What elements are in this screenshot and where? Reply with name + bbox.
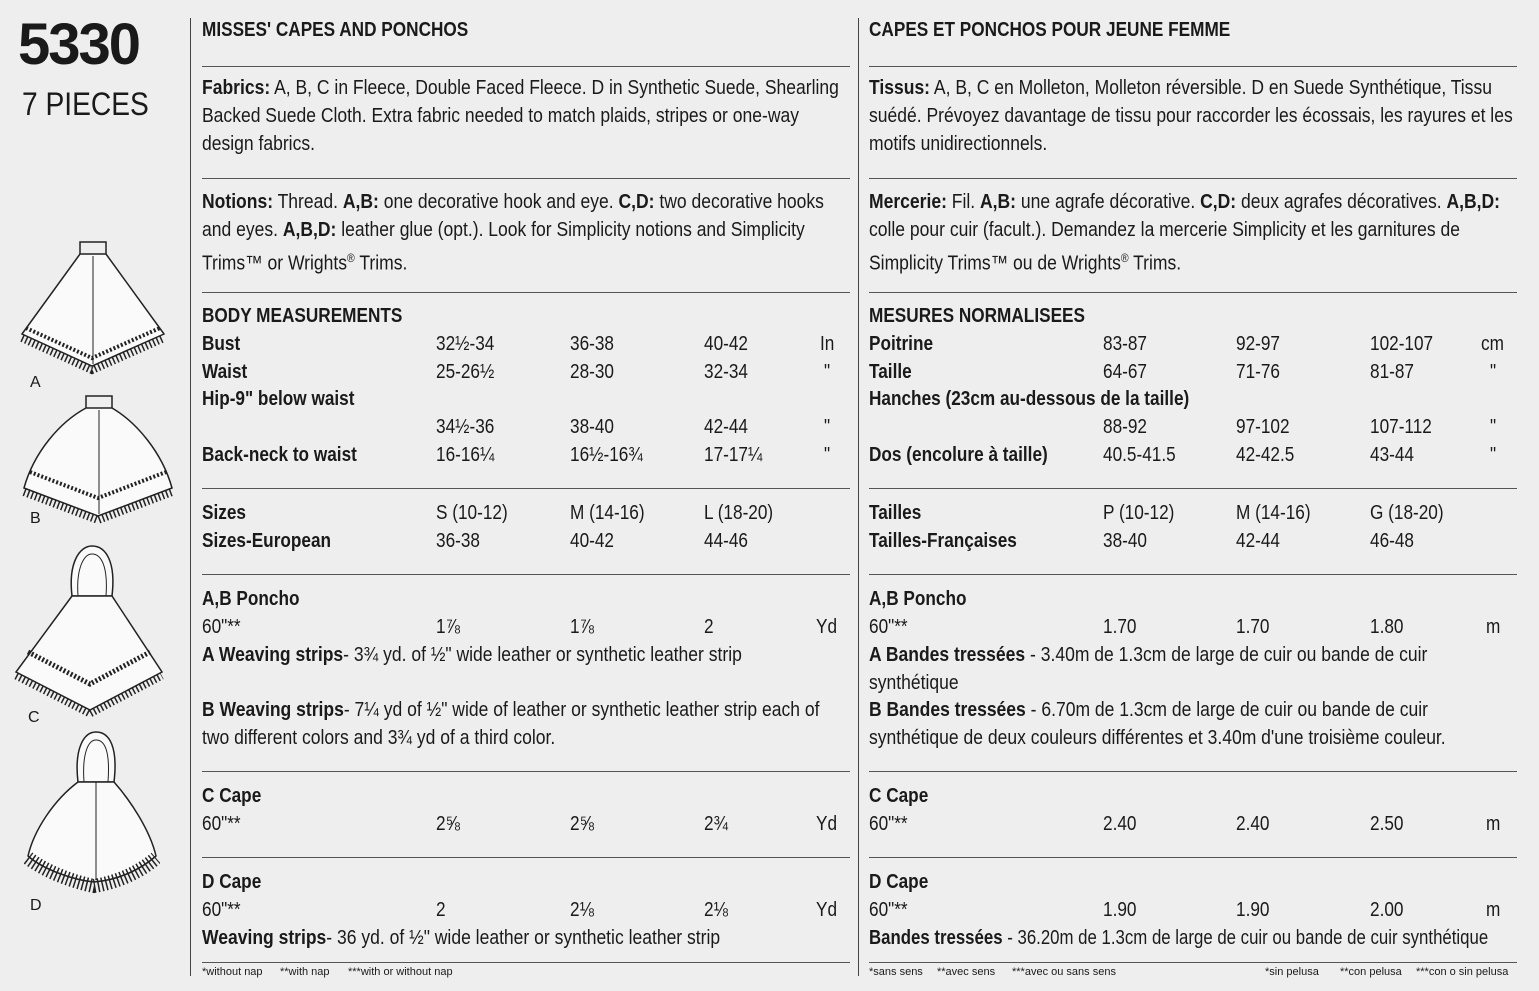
view-b-label: B	[30, 510, 41, 527]
pieces-count: 7 PIECES	[22, 86, 149, 122]
view-c-illustration-icon	[10, 542, 168, 718]
fr-footnote-2: **avec sens	[937, 966, 996, 978]
es-footnote-2: **con pelusa	[1340, 966, 1402, 978]
fr-footnote-1: *sans sens	[869, 966, 923, 978]
es-footnote-1: *sin pelusa	[1265, 966, 1319, 978]
en-title: MISSES' CAPES AND PONCHOS	[202, 19, 469, 41]
fr-notions: Mercerie: Fil. A,B: une agrafe décorative. C,D: deux agrafes décoratives. A,B,D: colle pour cuir (facult.). Demandez la mercerie Simplicity et les garnitures de Simplicity Trims™ ou de Wrights® Trims.	[869, 191, 1501, 275]
pattern-envelope-back: 5330 7 PIECES A B C D MISSES' CAPES AND PONCHOS Fabrics: A, B, C in Fleece, Double Faced Fleece. D in Synthetic Suede, Shearling Backed Suede Cloth. Extra fabric needed to match plaids, stripes or one-way design fabrics. Notions: Thread. A,B: one decorative hook and eye. C,D: two decorative hooks and eyes. A,B,D: leather glue (opt.). Look for Simplicity notions and Simplicity Trims™ or Wrights® Trims. BODY MEASUREMENTS Bust 32½-34 36-38 40-42 In Waist 25-26½ 28-30 32-34 " Hip-9" below waist 34½-36 38-40 42-44 " Back-neck to waist 16-16¼ 16½-16¾ 17-17¼ " Sizes S (10-12) M (14-16) L (18-20) Sizes-European 36-38 40-42 44-46 A,B Poncho 60"** 1⅞ 1⅞ 2 Yd A Weaving strips- 3¾ yd. of ½" wide leather or synthetic leather strip B Weaving strips- 7¼ yd of ½" wide of leather or synthetic leather strip each of two different colors and 3¾ yd of a third color. C Cape 60"** 2⅝ 2⅝ 2¾ Yd D Cape 60"** 2 2⅛ 2⅛ Yd Weaving strips- 36 yd. of ½" wide leather or synthetic leather strip *without nap **with nap ***with or without nap CAPES ET PONCHOS POUR JEUNE FEMME Tissus: A, B, C en Molleton, Molleton réversible. D en Suede Synthétique, Tissu suédé. Prévoyez davantage de tissu pour raccorder les écossais, les rayures et les motifs unidirectionnels. Mercerie: Fil. A,B: une agrafe décorative. C,D: deux agrafes décoratives. A,B,D: colle pour cuir (facult.). Demandez la mercerie Simplicity et les garnitures de Simplicity Trims™ ou de Wrights® Trims. MESURES NORMALISEES Poitrine 83-87 92-97 102-107 cm Taille 64-67 71-76 81-87 " Hanches (23cm au-dessous de la taille) 88-92 97-102 107-112 " Dos (encolure à taille) 40.5-41.5 42-42.5 43-44 " Tailles P (10-12) M (14-16) G (18-20) Tailles-Françaises 38-40 42-44 46-48 A,B Poncho 60"** 1.70 1.70 1.80 m A Bandes tressées - 3.40m de 1.3cm de large de cuir ou bande de cuir synthétique B Bandes tressées - 6.70m de 1.3cm de large de cuir ou bande de cuir synthétique de deux couleurs différentes et 3.40m d'une troisième couleur. C Cape 60"** 2.40 2.40 2.50 m D Cape 60"** 1.90 1.90 2.00 m Bandes tressées - 36.20m de 1.3cm de large de cuir ou bande de cuir synthétique *sans sens **avec sens ***avec ou sans sens *sin pelusa **con pelusa ***con o sin pelusa	[0, 0, 1539, 991]
en-notions: Notions: Thread. A,B: one decorative hook and eye. C,D: two decorative hooks and eyes. A,B,D: leather glue (opt.). Look for Simplicity notions and Simplicity Trims™ or Wrights® Trims.	[202, 191, 824, 275]
divider-left	[190, 18, 191, 976]
pattern-number: 5330	[18, 12, 140, 77]
divider-middle	[858, 18, 859, 976]
view-d-label: D	[30, 897, 42, 914]
fr-title: CAPES ET PONCHOS POUR JEUNE FEMME	[869, 19, 1231, 41]
view-d-illustration-icon	[24, 730, 160, 906]
view-b-illustration-icon	[20, 392, 176, 528]
en-footnote-1: *without nap	[202, 966, 263, 978]
en-fabrics: Fabrics: A, B, C in Fleece, Double Faced Fleece. D in Synthetic Suede, Shearling Backed Suede Cloth. Extra fabric needed to match plaids, stripes or one-way design fabrics.	[202, 77, 839, 155]
view-a-label: A	[30, 374, 41, 391]
es-footnote-3: ***con o sin pelusa	[1416, 966, 1509, 978]
view-c-label: C	[28, 709, 40, 726]
en-footnote-3: ***with or without nap	[348, 966, 453, 978]
en-footnote-2: **with nap	[280, 966, 330, 978]
view-a-illustration-icon	[14, 238, 172, 378]
views-column	[0, 0, 190, 991]
fr-footnote-3: ***avec ou sans sens	[1012, 966, 1116, 978]
fr-fabrics: Tissus: A, B, C en Molleton, Molleton réversible. D en Suede Synthétique, Tissu suédé. Prévoyez davantage de tissu pour raccorder les écossais, les rayures et les motifs unidirectionnels.	[869, 77, 1513, 155]
